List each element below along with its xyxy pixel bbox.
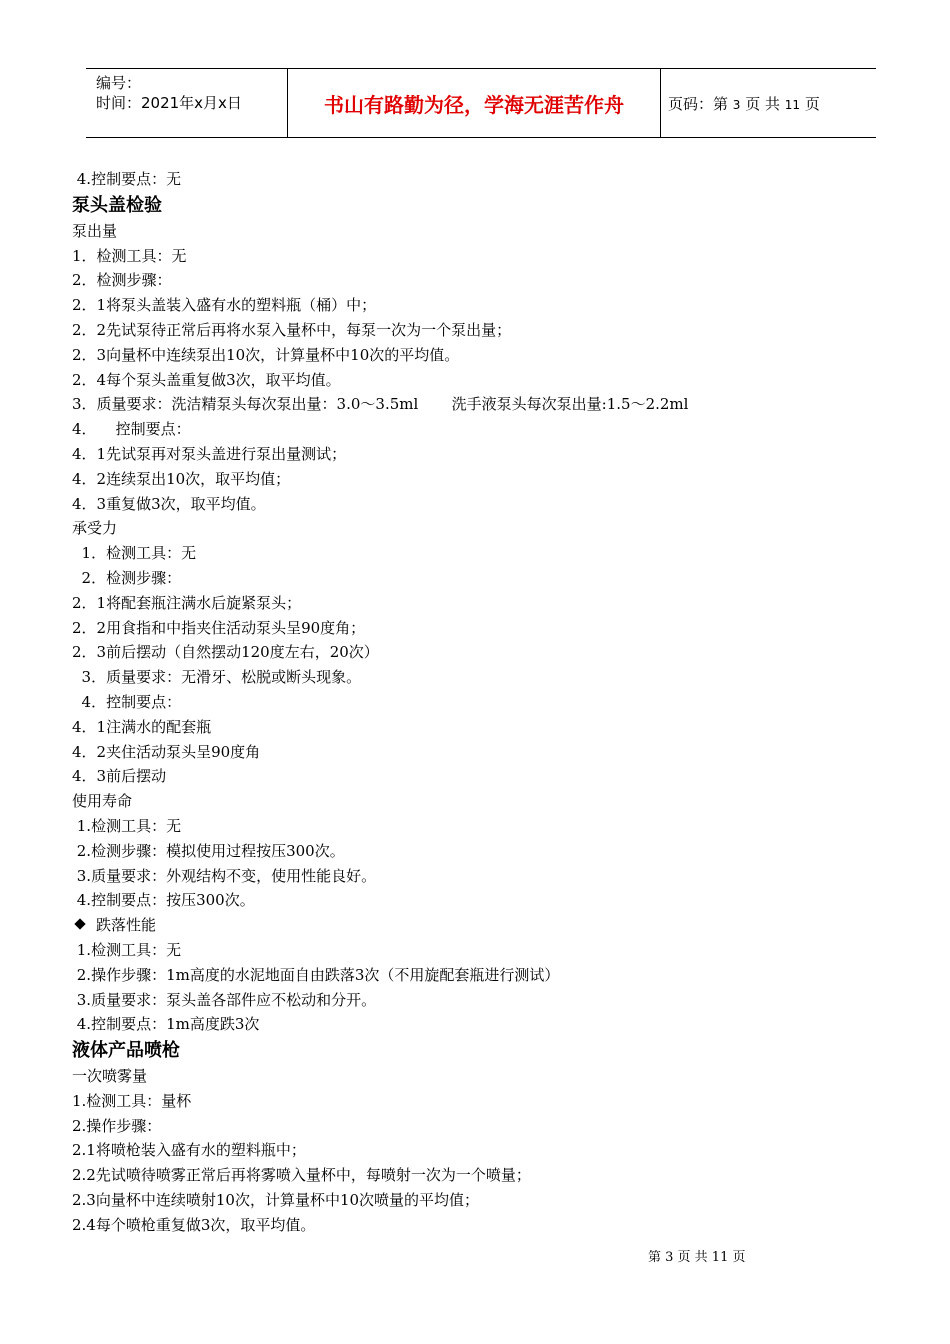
text-line: 1．检测工具：无 bbox=[72, 246, 187, 265]
header-page-info bbox=[668, 93, 820, 114]
text-line: 4．1注满水的配套瓶 bbox=[72, 717, 212, 736]
text-line: 3．质量要求：无滑牙、松脱或断头现象。 bbox=[72, 668, 362, 687]
text-line: 4.控制要点：1m高度跌3次 bbox=[72, 1015, 260, 1034]
page-suffix: 页 bbox=[804, 95, 820, 113]
text-line: 2．1将泵头盖装入盛有水的塑料瓶（桶）中； bbox=[72, 296, 377, 315]
text-line: 4.控制要点：按压300次。 bbox=[72, 891, 255, 910]
text-line: 4． 控制要点： bbox=[72, 420, 191, 439]
text-line: 4．1先试泵再对泵头盖进行泵出量测试； bbox=[72, 444, 347, 463]
text-line: 2．检测步骤： bbox=[72, 271, 172, 290]
text-line: 1．检测工具：无 bbox=[72, 544, 197, 563]
text-line: 2．2用食指和中指夹住活动泵头呈90度角； bbox=[72, 618, 366, 637]
text-line: 2．4每个泵头盖重复做3次，取平均值。 bbox=[72, 370, 341, 389]
text-line: 一次喷雾量 bbox=[72, 1067, 148, 1086]
time-label: 时间：2021年x月x日 bbox=[96, 94, 242, 112]
section-heading: 泵头盖检验 bbox=[72, 194, 162, 216]
text-line: 1.检测工具：无 bbox=[72, 816, 182, 835]
text-line: 泵出量 bbox=[72, 221, 118, 240]
text-line: 2.操作步骤：1m高度的水泥地面自由跌落3次（不用旋配套瓶进行测试） bbox=[72, 965, 560, 984]
text-line: 2．1将配套瓶注满水后旋紧泵头； bbox=[72, 593, 302, 612]
page-total: 11 bbox=[784, 98, 801, 112]
header-divider bbox=[660, 69, 661, 137]
text-line: 2.2先试喷待喷雾正常后再将雾喷入量杯中，每喷射一次为一个喷量； bbox=[72, 1166, 531, 1185]
page-mid: 页 共 bbox=[745, 95, 780, 113]
text-line: 4.控制要点：无 bbox=[72, 170, 182, 188]
text-line: 1.检测工具：无 bbox=[72, 940, 182, 959]
text-line: 3.质量要求：泵头盖各部件应不松动和分开。 bbox=[72, 990, 377, 1009]
text-line: 2.检测步骤：模拟使用过程按压300次。 bbox=[72, 841, 345, 860]
bullet-item bbox=[72, 913, 892, 938]
text-line: 承受力 bbox=[72, 519, 118, 538]
text-line: 4．3前后摆动 bbox=[72, 767, 167, 786]
text-line: 3.质量要求：外观结构不变，使用性能良好。 bbox=[72, 866, 377, 885]
page-prefix: 页码：第 bbox=[668, 95, 729, 113]
text-line: 4．3重复做3次，取平均值。 bbox=[72, 494, 266, 513]
text-line: 使用寿命 bbox=[72, 792, 133, 811]
text-line: 1.检测工具：量杯 bbox=[72, 1091, 192, 1110]
code-label: 编号： bbox=[96, 74, 142, 92]
text-line: 2．检测步骤： bbox=[72, 568, 182, 587]
text-line: 2．3前后摆动（自然摆动120度左右，20次） bbox=[72, 643, 379, 662]
document-body bbox=[72, 167, 892, 1238]
page-number: 3 bbox=[732, 98, 741, 112]
text-line: 2.1将喷枪装入盛有水的塑料瓶中； bbox=[72, 1141, 306, 1160]
page-footer: 第 3 页 共 11 页 bbox=[648, 1250, 746, 1265]
text-line: 2．3向量杯中连续泵出10次，计算量杯中10次的平均值。 bbox=[72, 345, 460, 364]
text-line: 2.4每个喷枪重复做3次，取平均值。 bbox=[72, 1215, 316, 1234]
page-header bbox=[86, 68, 876, 138]
section-heading: 液体产品喷枪 bbox=[72, 1040, 180, 1062]
text-line: 4．2夹住活动泵头呈90度角 bbox=[72, 742, 261, 761]
diamond-bullet-icon bbox=[74, 918, 85, 929]
text-line: 2.操作步骤： bbox=[72, 1116, 162, 1135]
text-line: 3．质量要求：洗洁精泵头每次泵出量：3.0～3.5ml 洗手液泵头每次泵出量:1.5～2.2ml bbox=[72, 395, 689, 414]
text-line: 4．2连续泵出10次，取平均值； bbox=[72, 469, 291, 488]
text-line: 4．控制要点： bbox=[72, 692, 182, 711]
header-meta bbox=[96, 73, 242, 113]
bullet-text: 跌落性能 bbox=[96, 916, 157, 935]
text-line: 2．2先试泵待正常后再将水泵入量杯中，每泵一次为一个泵出量； bbox=[72, 320, 512, 339]
text-line: 2.3向量杯中连续喷射10次，计算量杯中10次喷量的平均值； bbox=[72, 1191, 480, 1210]
header-motto: 书山有路勤为径，学海无涯苦作舟 bbox=[324, 92, 624, 117]
